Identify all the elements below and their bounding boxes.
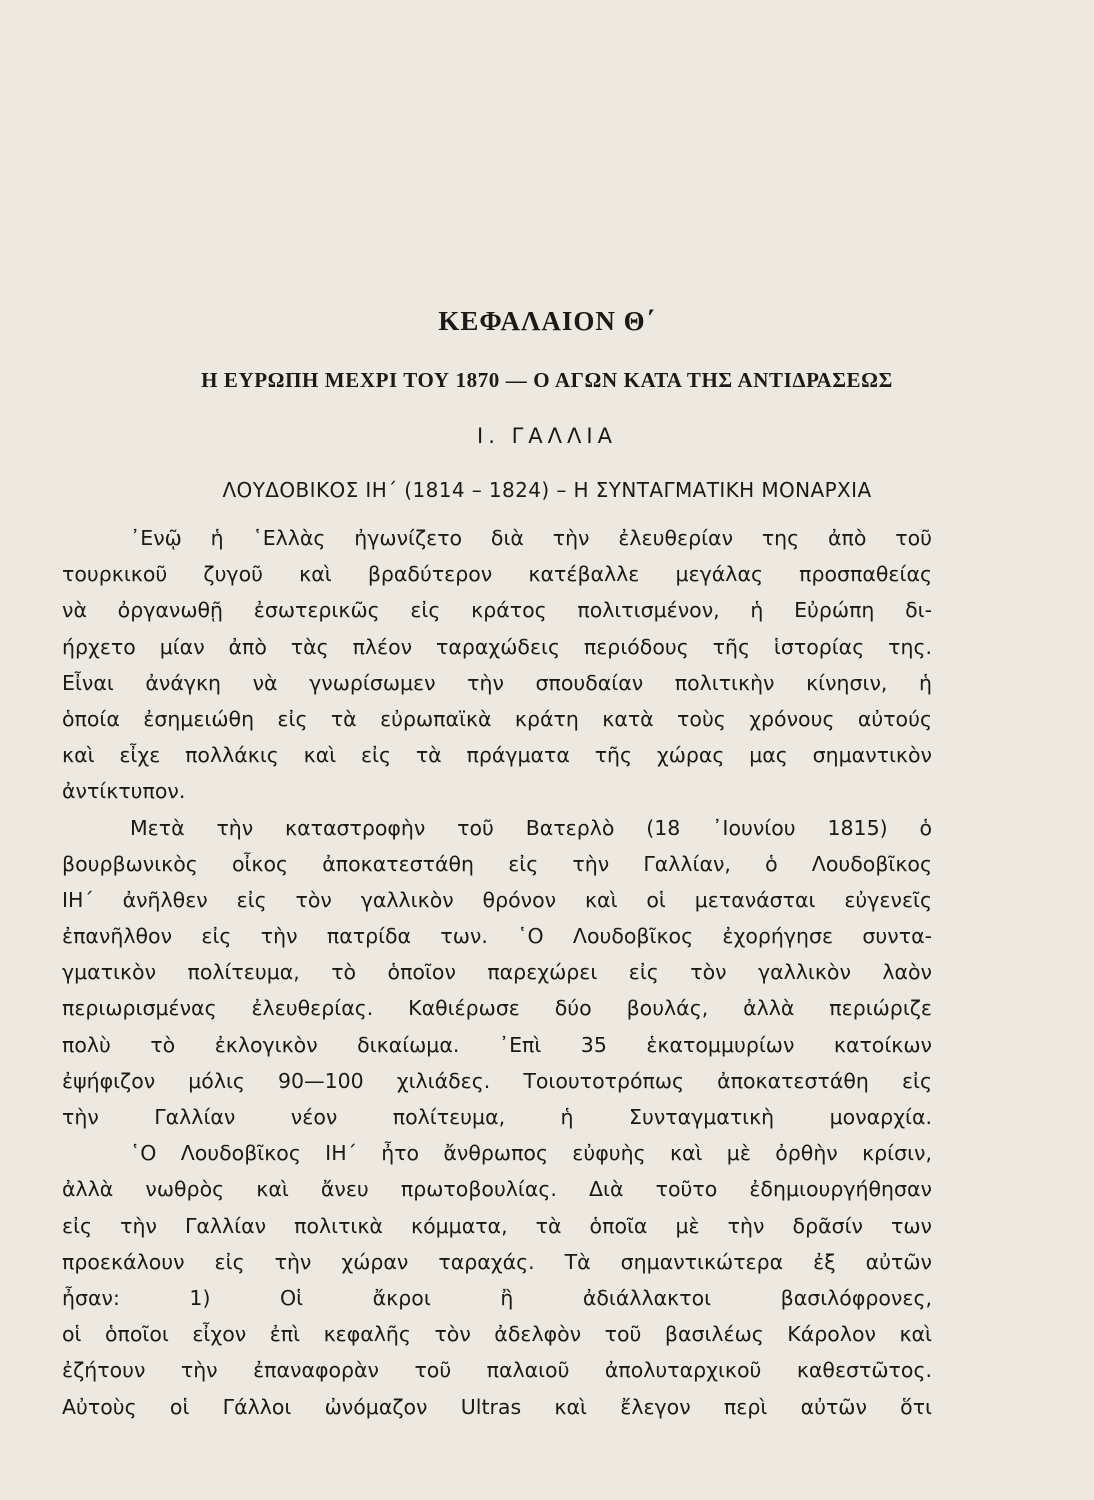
text-line: ἐπανῆλθον εἰς τὴν πατρίδα των. ῾Ο Λουδοβῖκος ἐχορήγησε συντα- [62,924,932,949]
text-line: ἦσαν: 1) Οἱ ἄκροι ἢ ἀδιάλλακτοι βασιλόφρονες, [62,1285,932,1310]
text-line: Εἶναι ἀνάγκη νὰ γνωρίσωμεν τὴν σπουδαίαν πολιτικὴν κίνησιν, ἡ [62,670,932,695]
text-line: ἐζήτουν τὴν ἐπαναφορὰν τοῦ παλαιοῦ ἀπολυταρχικοῦ καθεστῶτος. [62,1358,932,1383]
text-line: τὴν Γαλλίαν νέον πολίτευμα, ἡ Συνταγματικὴ μοναρχία. [62,1105,932,1129]
text-line: γματικὸν πολίτευμα, τὸ ὁποῖον παρεχώρει εἰς τὸν γαλλικὸν λαὸν [62,960,932,985]
text-line: οἱ ὁποῖοι εἶχον ἐπὶ κεφαλῆς τὸν ἀδελφὸν τοῦ βασιλέως Κάρολον καὶ [62,1322,932,1347]
body-text [62,520,932,1425]
text-line: ἀλλὰ νωθρὸς καὶ ἄνευ πρωτοβουλίας. Διὰ τοῦτο ἐδημιουργήθησαν [62,1177,932,1202]
text-line: Μετὰ τὴν καταστροφὴν τοῦ Βατερλὸ (18 ᾿Ιουνίου 1815) ὁ [130,815,932,840]
text-line: ἐψήφιζον μόλις 90—100 χιλιάδες. Τοιουτοτρόπως ἀποκατεστάθη εἰς [62,1068,932,1093]
text-line: προεκάλουν εἰς τὴν χώραν ταραχάς. Τὰ σημαντικώτερα ἐξ αὐτῶν [62,1249,932,1274]
text-line: ἀντίκτυπον. [62,779,186,804]
text-line: εἰς τὴν Γαλλίαν πολιτικὰ κόμματα, τὰ ὁποῖα μὲ τὴν δρᾶσίν των [62,1213,932,1238]
text-line: περιωρισμένας ἐλευθερίας. Καθιέρωσε δύο βουλάς, ἀλλὰ περιώριζε [62,996,932,1021]
text-line: τουρκικοῦ ζυγοῦ καὶ βραδύτερον κατέβαλλε μεγάλας προσπαθείας [62,562,932,587]
text-line: Αὐτοὺς οἱ Γάλλοι ὠνόμαζον Ultras καὶ ἔλεγον περὶ αὐτῶν ὅτι [62,1394,932,1419]
subsection-heading: ΛΟΥΔΟΒΙΚΟΣ ΙΗ΄ (1814 – 1824) – Η ΣΥΝΤΑΓΜΑΤΙΚΗ ΜΟΝΑΡΧΙΑ [222,478,872,502]
text-line: πολὺ τὸ ἐκλογικὸν δικαίωμα. ᾿Επὶ 35 ἑκατομμυρίων κατοίκων [62,1032,932,1057]
text-line: ᾿Ενῷ ἡ ῾Ελλὰς ἠγωνίζετο διὰ τὴν ἐλευθερίαν της ἀπὸ τοῦ [130,526,932,550]
text-line: ήρχετο μίαν ἀπὸ τὰς πλέον ταραχώδεις περιόδους τῆς ἱστορίας της. [62,634,932,659]
text-line: νὰ ὀργανωθῇ ἐσωτερικῶς εἰς κράτος πολιτισμένον, ἡ Εὐρώπη δι- [62,598,932,623]
chapter-title: ΚΕΦΑΛΑΙΟΝ Θ΄ [438,306,656,336]
text-line: ΙΗ΄ ἀνῆλθεν εἰς τὸν γαλλικὸν θρόνον καὶ οἱ μετανάσται εὐγενεῖς [62,887,932,912]
section-heading: Ι. ΓΑΛΛΙΑ [477,424,617,448]
text-line: ῾Ο Λουδοβῖκος ΙΗ΄ ἦτο ἄνθρωπος εὐφυὴς καὶ μὲ ὀρθὴν κρίσιν, [130,1141,932,1166]
chapter-subtitle: Η ΕΥΡΩΠΗ ΜΕΧΡΙ ΤΟΥ 1870 — Ο ΑΓΩΝ ΚΑΤΑ ΤΗΣ ΑΝΤΙΔΡΑΣΕΩΣ [201,368,893,392]
text-line: καὶ εἶχε πολλάκις καὶ εἰς τὰ πράγματα τῆς χώρας μας σημαντικὸν [62,743,932,768]
text-line: ὁποία ἐσημειώθη εἰς τὰ εὐρωπαϊκὰ κράτη κατὰ τοὺς χρόνους αὐτούς [62,706,932,731]
text-line: βουρβωνικὸς οἶκος ἀποκατεστάθη εἰς τὴν Γαλλίαν, ὁ Λουδοβῖκος [62,851,932,876]
